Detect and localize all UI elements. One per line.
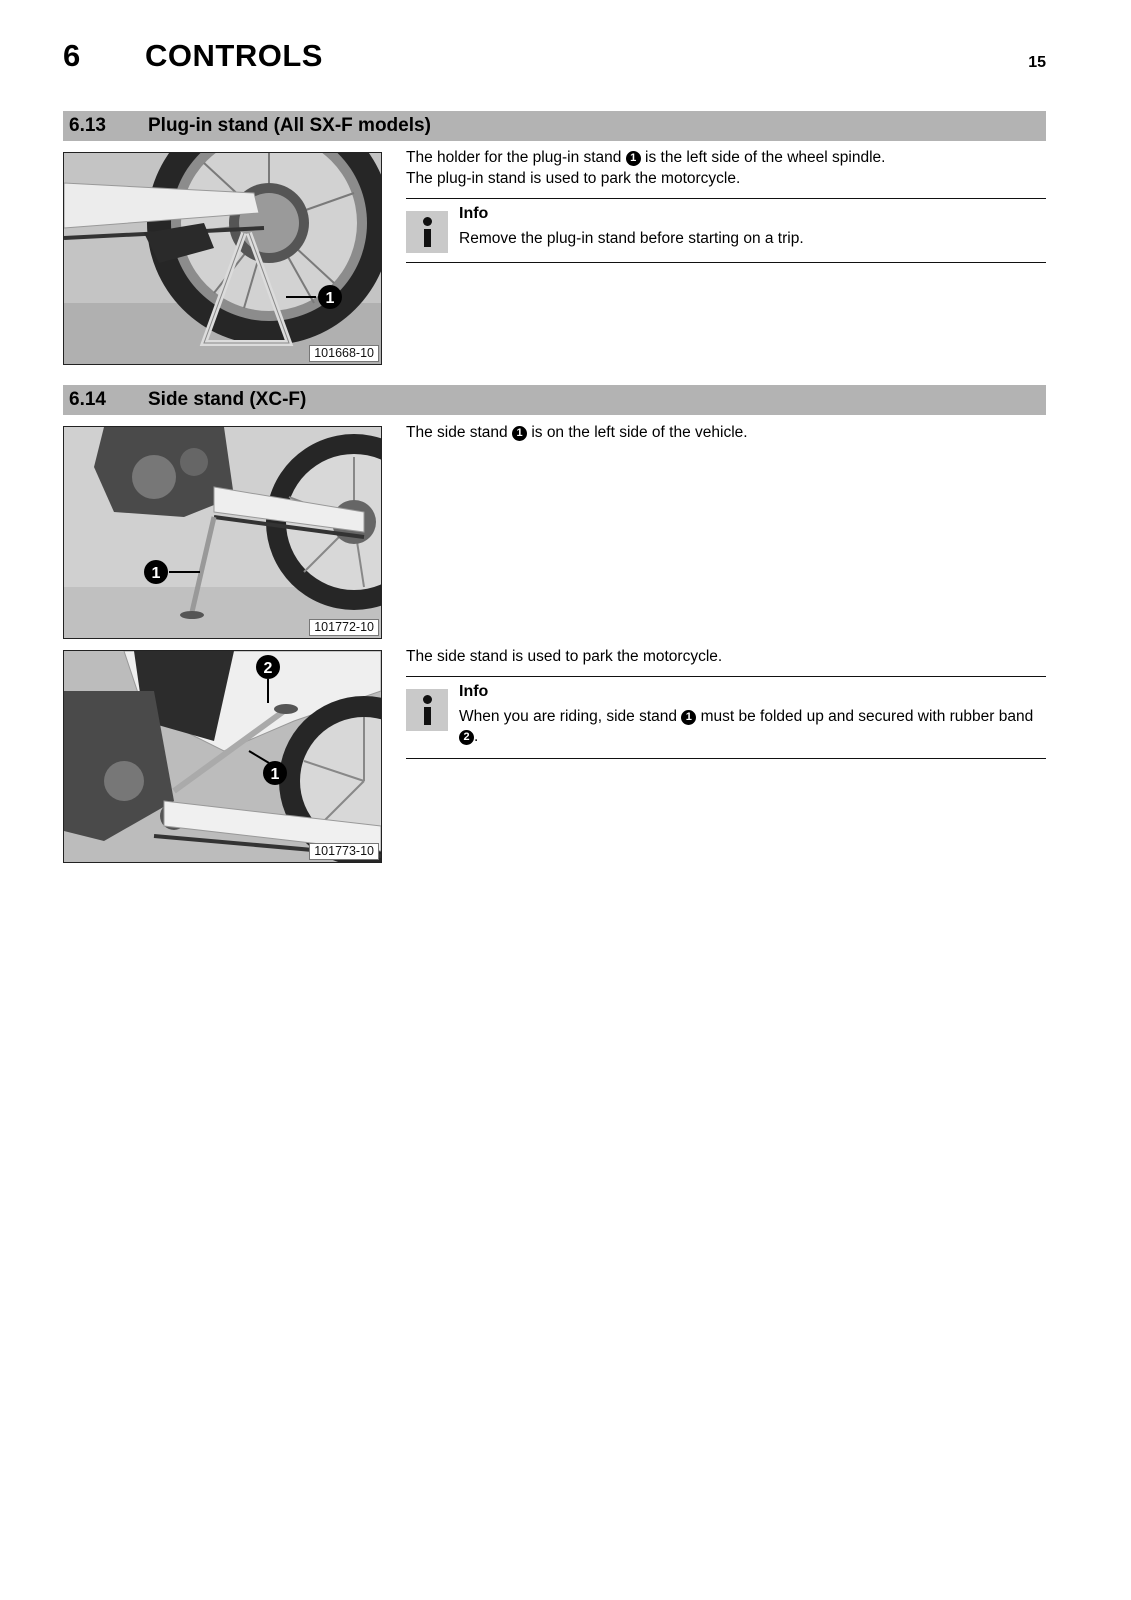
divider [406, 198, 1046, 199]
page-number: 15 [1028, 54, 1046, 71]
paragraph-text: The side stand [406, 424, 508, 441]
info-icon [406, 211, 448, 253]
divider [406, 676, 1046, 677]
divider [406, 758, 1046, 759]
chapter-number: 6 [63, 38, 82, 73]
info-text-part: . [474, 728, 479, 745]
divider [406, 262, 1046, 263]
side-stand-photo [64, 427, 381, 638]
paragraph-text: The plug-in stand is used to park the motorcycle. [406, 170, 741, 187]
figure-callout-1: 1 [325, 290, 335, 307]
figure-callout-1: 1 [151, 565, 161, 582]
section-title: Side stand (XC-F) [148, 389, 307, 410]
info-text-part: When you are riding, side stand [459, 708, 677, 725]
info-text [459, 707, 1044, 747]
info-title: Info [459, 205, 489, 222]
paragraph-side-stand-location [406, 422, 1046, 443]
plug-in-stand-photo [64, 153, 381, 364]
paragraph-side-stand-usage [406, 646, 1046, 667]
info-title: Info [459, 683, 489, 700]
callout-1-icon: 1 [512, 426, 527, 441]
info-text: Remove the plug-in stand before starting on a trip. [459, 230, 804, 247]
side-stand-folded-photo [64, 651, 381, 862]
section-number: 6.13 [69, 115, 106, 136]
paragraph-text: The holder for the plug-in stand [406, 149, 622, 166]
callout-1-icon: 1 [681, 710, 696, 725]
figure-id: 101772-10 [309, 619, 379, 636]
figure-plug-in-stand [63, 152, 382, 365]
info-box [406, 205, 1046, 260]
section-title: Plug-in stand (All SX-F models) [148, 115, 431, 136]
figure-id: 101773-10 [309, 843, 379, 860]
chapter-header [63, 38, 1046, 78]
paragraph-text: is the left side of the wheel spindle. [645, 149, 886, 166]
figure-side-stand-folded [63, 650, 382, 863]
figure-callout-2: 2 [263, 660, 273, 677]
callout-1-icon: 1 [626, 151, 641, 166]
callout-2-icon: 2 [459, 730, 474, 745]
section-heading-6-13 [63, 111, 1046, 141]
paragraph-plug-in-stand [406, 147, 1046, 189]
section-number: 6.14 [69, 389, 106, 410]
chapter-title: CONTROLS [145, 38, 323, 73]
info-icon [406, 689, 448, 731]
paragraph-text: is on the left side of the vehicle. [531, 424, 748, 441]
section-heading-6-14 [63, 385, 1046, 415]
info-text-part: must be folded up and secured with rubber band [700, 708, 1034, 725]
info-box [406, 683, 1046, 755]
figure-callout-1: 1 [270, 766, 280, 783]
figure-id: 101668-10 [309, 345, 379, 362]
paragraph-text: The side stand is used to park the motorcycle. [406, 648, 723, 665]
figure-side-stand [63, 426, 382, 639]
